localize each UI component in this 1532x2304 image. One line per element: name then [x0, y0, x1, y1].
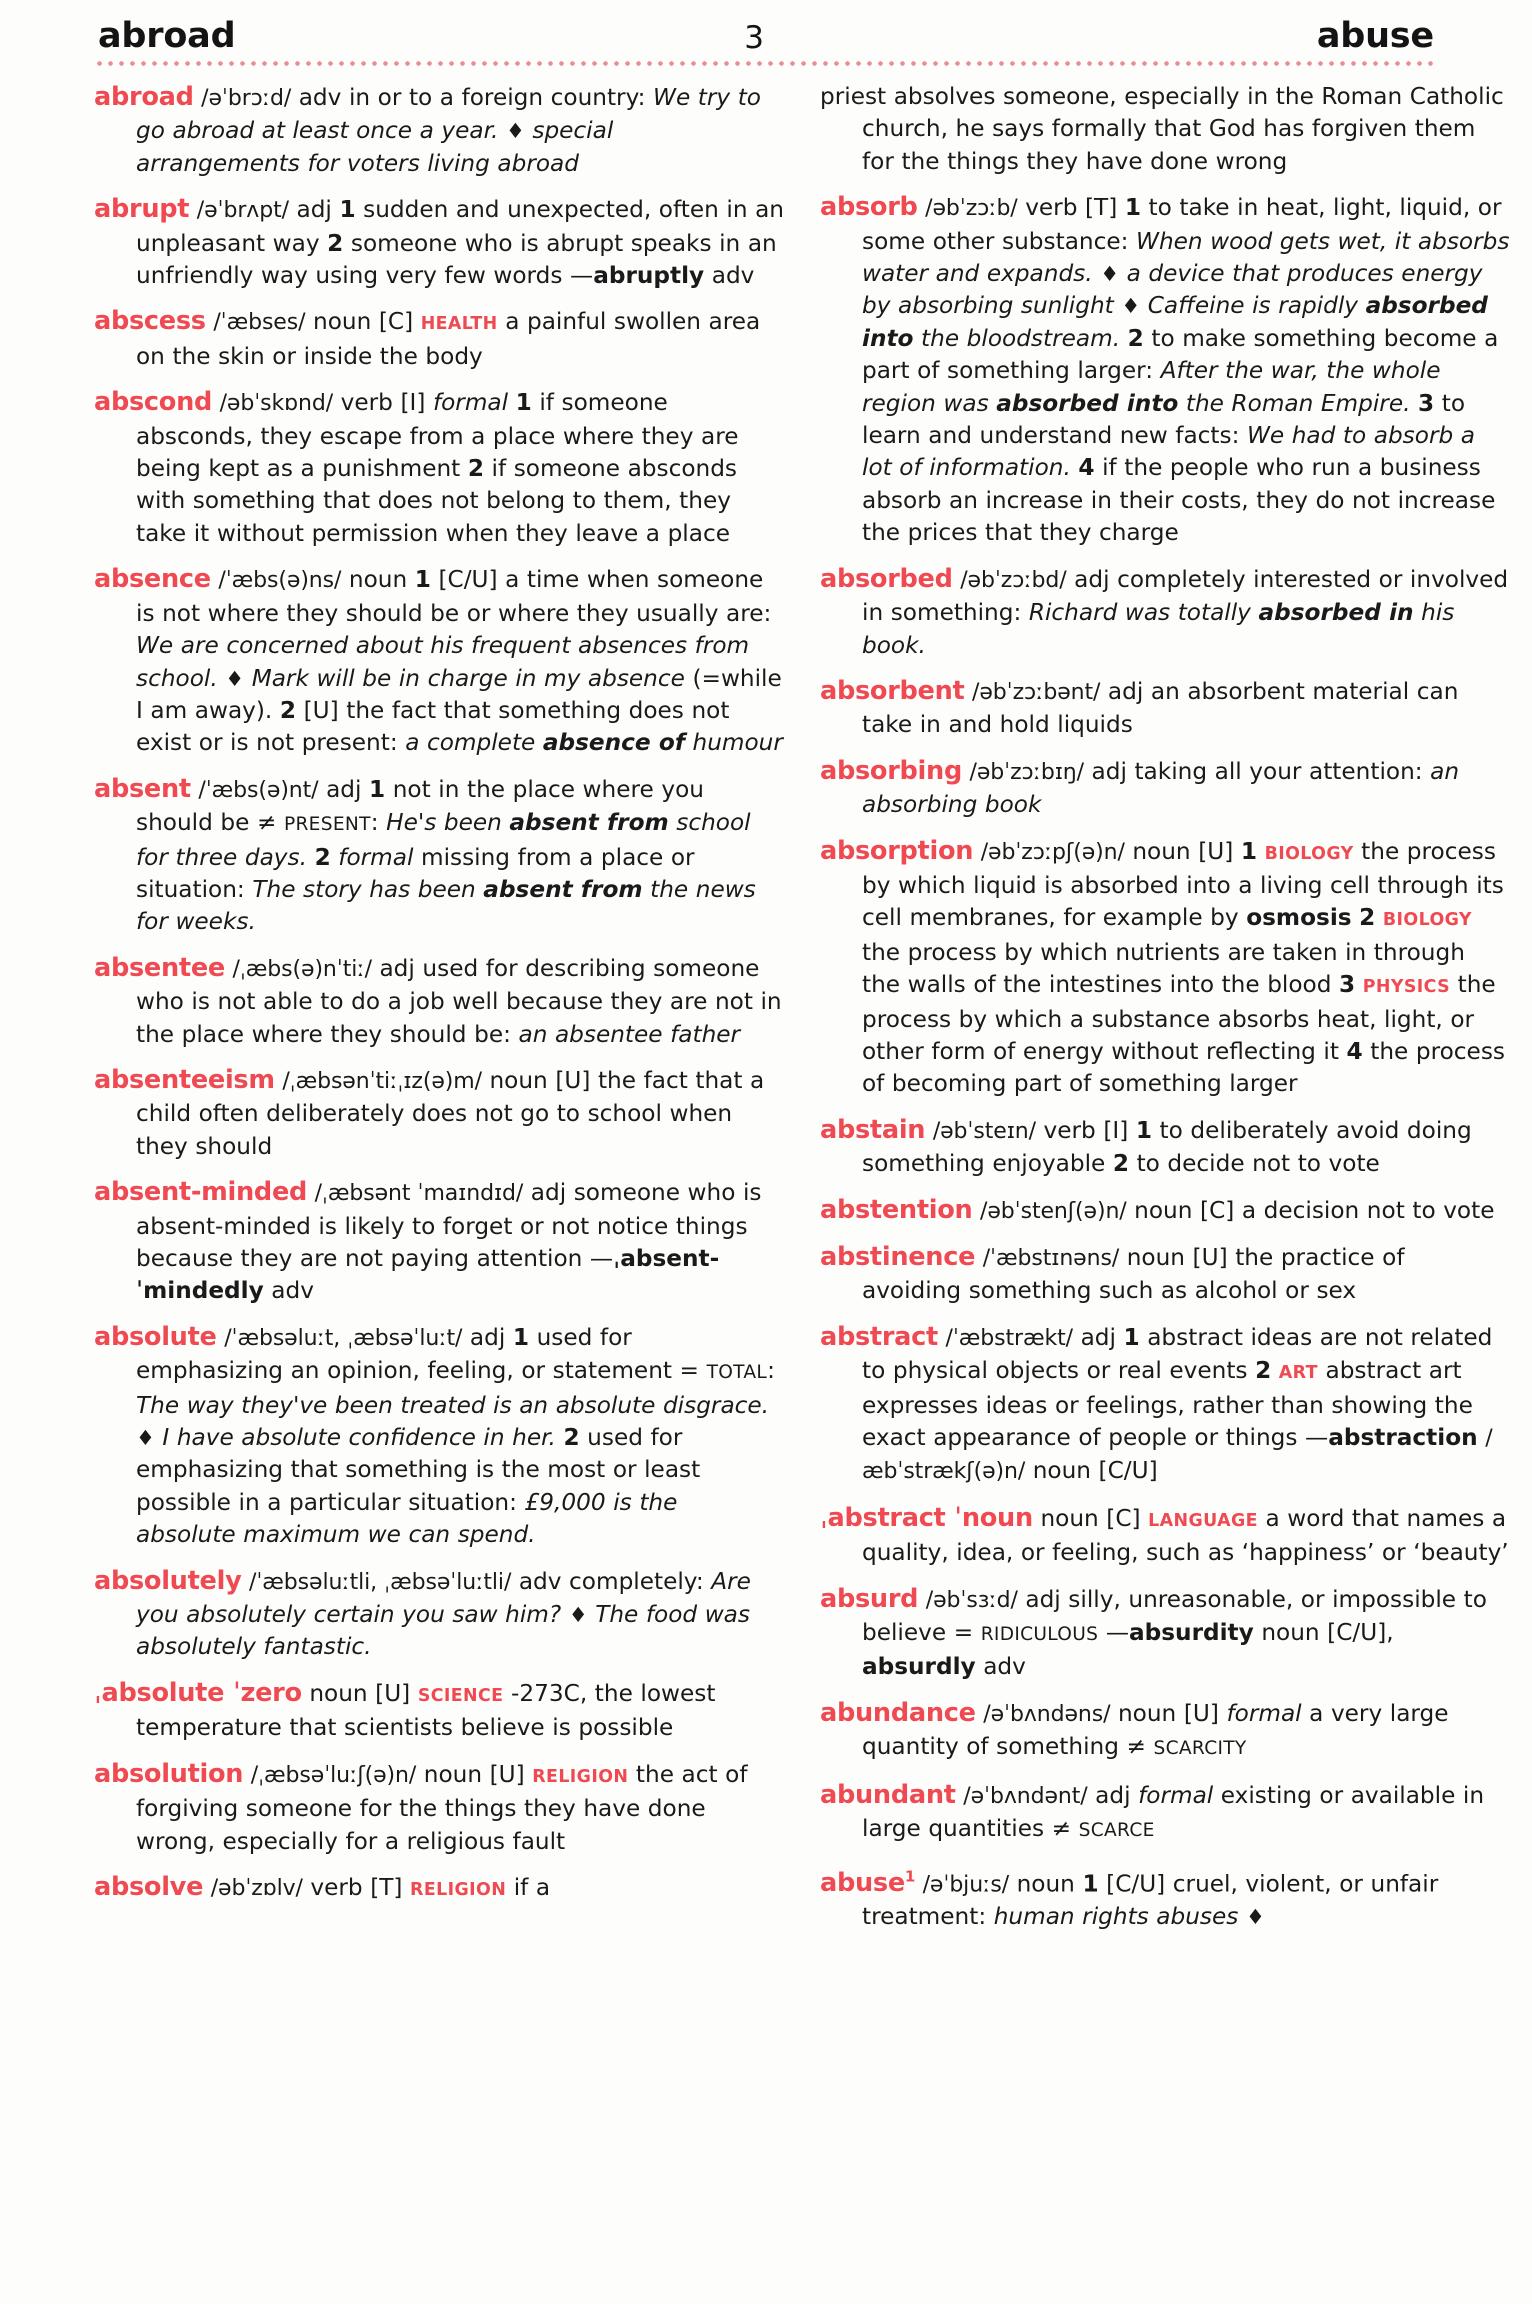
- running-header: [46, 0, 1486, 54]
- dictionary-entry: absorption /əbˈzɔːpʃ(ə)n/ noun [U] 1 BIOLOGY the process by which liquid is absorbed into a living cell through its cell membranes, for example by osmosis 2 BIOLOGY the process by which nutrients are taken in through the walls of the intestines into the blood 3 PHYSICS the process by which a substance absorbs heat, light, or other form of energy without reflecting it 4 the process of becoming part of something larger: [820, 835, 1505, 1098]
- dictionary-entry: absorb /əbˈzɔːb/ verb [T] 1 to take in heat, light, liquid, or some other substance: When wood gets wet, it absorbs water and expands. ♦ a device that produces energy by absorbing sunlight ♦ Caffeine is rapidly absorbed into the bloodstream. 2 to make something become a part of something larger: After the war, the whole region was absorbed into the Roman Empire. 3 to learn and understand new facts: We had to absorb a lot of information. 4 if the people who run a business absorb an increase in their costs, they do not increase the prices that they charge: [820, 192, 1510, 547]
- headword: absent-minded: [94, 1177, 308, 1208]
- diamond-icon: ♦: [568, 1603, 588, 1628]
- sense-number: 4: [1078, 454, 1095, 482]
- dictionary-entry: abuse$^1$ /əˈbjuːs/ noun 1 [C/U] cruel, violent, or unfair treatment: human rights abuses ♦: [820, 1867, 1439, 1931]
- dictionary-entry: abstract /ˈæbstrækt/ adj 1 abstract ideas are not related to physical objects or real events 2 ART abstract art expresses ideas or feelings, rather than showing the exact appearance of people or things —abstraction /æbˈstrækʃ(ə)n/ noun [C/U]: [820, 1321, 1493, 1485]
- pronunciation: /ˈæbsəluːtli, ˌæbsəˈluːtli/: [249, 1569, 512, 1595]
- subject-label: BIOLOGY: [1264, 843, 1354, 864]
- headword: absurd: [820, 1583, 919, 1614]
- dictionary-entry: abundance /əˈbʌndəns/ noun [U] formal a very large quantity of something ≠ SCARCITY: [820, 1697, 1449, 1761]
- dictionary-entry: priest absolves someone, especially in the Roman Catholic church, he says formally that God has forgiven them for the things they have done wrong: [820, 83, 1504, 175]
- pronunciation: /əbˈzɔːbənt/: [972, 679, 1101, 705]
- subject-label: RELIGION: [410, 1879, 507, 1900]
- left-column: [94, 81, 784, 1947]
- sense-number: 1: [1082, 1870, 1099, 1898]
- headword: abstain: [820, 1114, 926, 1145]
- sense-number: 2: [1255, 1357, 1272, 1385]
- headword: absorbent: [820, 675, 965, 706]
- pronunciation: /əbˈzɔːpʃ(ə)n/: [980, 839, 1125, 865]
- dictionary-entry: abstain /əbˈsteɪn/ verb [I] 1 to deliberately avoid doing something enjoyable 2 to decide not to vote: [820, 1114, 1472, 1178]
- dictionary-entry: absurd /əbˈsɜːd/ adj silly, unreasonable, or impossible to believe = RIDICULOUS —absurdity noun [C/U], absurdly adv: [820, 1583, 1487, 1681]
- diamond-icon: ♦: [225, 666, 245, 691]
- headword: absorb: [820, 192, 918, 223]
- sense-number: 1: [512, 1323, 530, 1351]
- cross-reference: PRESENT: [283, 814, 371, 836]
- pronunciation: /əbˈzɔːbd/: [960, 567, 1067, 593]
- diamond-icon: ♦: [505, 119, 525, 144]
- diamond-icon: ♦: [1121, 294, 1141, 319]
- headword: abroad: [94, 82, 194, 112]
- dictionary-entry: abscond /əbˈskɒnd/ verb [I] formal 1 if someone absconds, they escape from a place where they are being kept as a punishment 2 if someone absconds with something that does not belong to them, they take it without permission when they leave a place: [94, 387, 739, 547]
- right-column: [820, 81, 1510, 1947]
- running-header-left-word: abroad: [98, 16, 236, 56]
- subject-label: SCIENCE: [417, 1685, 504, 1706]
- header-dotted-rule: [94, 60, 1438, 67]
- diamond-icon: ♦: [1100, 262, 1120, 287]
- headword: abstinence: [820, 1242, 976, 1272]
- sense-number: 2: [1127, 324, 1144, 352]
- pronunciation: /ˈæbs(ə)nt/: [198, 777, 319, 803]
- entry-columns: [46, 67, 1510, 1947]
- headword: absorption: [820, 835, 974, 866]
- pronunciation: /əbˈskɒnd/: [219, 391, 334, 417]
- pronunciation: /ˈæbstrækt/: [945, 1325, 1073, 1351]
- dictionary-entry: absent-minded /ˌæbsənt ˈmaɪndɪd/ adj someone who is absent-minded is likely to forget or not notice things because they are not paying attention —ˌabsent-ˈmindedly adv: [94, 1177, 762, 1305]
- sense-number: 2: [467, 455, 484, 483]
- headword: absorbing: [820, 755, 962, 786]
- sense-number: 1: [339, 196, 356, 224]
- diamond-icon: ♦: [1245, 1905, 1265, 1930]
- dictionary-entry: abstinence /ˈæbstɪnəns/ noun [U] the practice of avoiding something such as alcohol or sex: [820, 1242, 1405, 1305]
- pronunciation: /ˈæbs(ə)ns/: [218, 568, 342, 594]
- pronunciation: /ˈæbsəluːt, ˌæbsəˈluːt/: [224, 1325, 463, 1351]
- sense-number: 2: [563, 1424, 580, 1452]
- sense-number: 1: [1123, 1323, 1140, 1351]
- dictionary-entry: abstention /əbˈstenʃ(ə)n/ noun [C] a decision not to vote: [820, 1194, 1495, 1225]
- dictionary-entry: absolute /ˈæbsəluːt, ˌæbsəˈluːt/ adj 1 used for emphasizing an opinion, feeling, or statement = TOTAL: The way they've been treated is an absolute disgrace. ♦ I have absolute confidence in her. 2 used for emphasizing that something is the most or least possible in a particular situation: £9,000 is the absolute maximum we can spend.: [94, 1321, 775, 1549]
- subject-label: PHYSICS: [1362, 977, 1451, 998]
- sense-number: 1: [1135, 1116, 1152, 1144]
- subject-label: ART: [1278, 1363, 1318, 1384]
- dictionary-entry: abundant /əˈbʌndənt/ adj formal existing or available in large quantities ≠ SCARCE: [820, 1779, 1485, 1843]
- headword: absent: [94, 773, 191, 804]
- sense-number: 1: [1240, 837, 1257, 865]
- sense-number: 1: [414, 566, 431, 594]
- subject-label: HEALTH: [420, 314, 498, 335]
- headword: abscess: [94, 306, 206, 337]
- dictionary-entry: absence /ˈæbs(ə)ns/ noun 1 [C/U] a time when someone is not where they should be or where they usually are: We are concerned about his frequent absences from school. ♦ Mark will be in charge in my absence (=while I am away). 2 [U] the fact that something does not exist or is not present: a complete absence of humour: [94, 564, 783, 757]
- sense-number: 2: [327, 229, 344, 257]
- headword: absolve: [94, 1871, 204, 1902]
- dictionary-entry: abrupt /əˈbrʌpt/ adj 1 sudden and unexpected, often in an unpleasant way 2 someone who is abrupt speaks in an unfriendly way using very few words —abruptly adv: [94, 194, 784, 290]
- pronunciation: /ˈæbstɪnəns/: [982, 1246, 1120, 1271]
- dictionary-entry: absorbed /əbˈzɔːbd/ adj completely interested or involved in something: Richard was totally absorbed in his book.: [820, 563, 1509, 659]
- sense-number: 2: [1359, 904, 1376, 932]
- pronunciation: /əbˈzɔːb/: [925, 196, 1018, 222]
- headword: abuse$^1$: [820, 1867, 916, 1899]
- sense-number: 1: [1124, 194, 1141, 222]
- pronunciation: /ˌæbs(ə)nˈtiː/: [232, 956, 372, 982]
- headword: absenteeism: [94, 1064, 275, 1095]
- pronunciation: /əˈbʌndənt/: [963, 1783, 1088, 1809]
- cross-reference: SCARCE: [1078, 1820, 1155, 1842]
- headword: abstention: [820, 1194, 973, 1225]
- dictionary-entry: ˌabstract ˈnoun noun [C] LANGUAGE a word that names a quality, idea, or feeling, such as ‘happiness’ or ‘beauty’: [820, 1502, 1509, 1567]
- sense-number: 1: [515, 389, 532, 417]
- dictionary-entry: absent /ˈæbs(ə)nt/ adj 1 not in the place where you should be ≠ PRESENT: He's been absent from school for three days. 2 formal missing from a place or situation: The story has been absent from the news for weeks.: [94, 773, 756, 936]
- pronunciation: /əbˈsɜːd/: [925, 1587, 1018, 1613]
- pronunciation: /əˈbrʌpt/: [196, 198, 289, 224]
- running-header-right-word: abuse: [1316, 16, 1434, 56]
- headword: absolution: [94, 1758, 244, 1789]
- dictionary-entry: abscess /ˈæbses/ noun [C] HEALTH a painful swollen area on the skin or inside the body: [94, 306, 761, 370]
- dictionary-entry: absentee /ˌæbs(ə)nˈtiː/ adj used for describing someone who is not able to do a job well because they are not in the place where they should be: an absentee father: [94, 952, 782, 1048]
- headword: abundance: [820, 1697, 976, 1728]
- sense-number: 1: [369, 775, 386, 803]
- sense-number: 3: [1418, 389, 1435, 417]
- pronunciation: /æbˈstrækʃ(ə)n/: [862, 1426, 1493, 1485]
- sense-number: 2: [314, 843, 331, 871]
- cross-reference: TOTAL: [706, 1362, 768, 1384]
- pronunciation: /əbˈzɒlv/: [210, 1875, 303, 1901]
- headword: abrupt: [94, 194, 190, 225]
- dictionary-entry: abroad /əˈbrɔːd/ adv in or to a foreign country: We try to go abroad at least once a year. ♦ special arrangements for voters living abroad: [94, 82, 761, 177]
- subject-label: RELIGION: [532, 1766, 629, 1787]
- headword: absorbed: [820, 563, 953, 594]
- dictionary-entry: absorbing /əbˈzɔːbɪŋ/ adj taking all your attention: an absorbing book: [820, 755, 1460, 819]
- headword: abstract: [820, 1321, 938, 1352]
- pronunciation: /əbˈzɔːbɪŋ/: [969, 759, 1084, 785]
- cross-reference: SCARCITY: [1153, 1738, 1247, 1760]
- dictionary-entry: absolution /ˌæbsəˈluːʃ(ə)n/ noun [U] RELIGION the act of forgiving someone for the things they have done wrong, especially for a religious fault: [94, 1758, 748, 1855]
- headword: absentee: [94, 952, 225, 983]
- subject-label: LANGUAGE: [1148, 1510, 1258, 1531]
- dictionary-entry: ˌabsolute ˈzero noun [U] SCIENCE -273C, the lowest temperature that scientists believe is possible: [94, 1677, 716, 1742]
- diamond-icon: ♦: [136, 1426, 155, 1451]
- page-number: 3: [744, 20, 764, 56]
- subject-label: BIOLOGY: [1382, 910, 1472, 931]
- pronunciation: /əbˈsteɪn/: [932, 1118, 1036, 1144]
- pronunciation: /əˈbrɔːd/: [201, 86, 292, 111]
- dictionary-entry: absorbent /əbˈzɔːbənt/ adj an absorbent material can take in and hold liquids: [820, 675, 1459, 739]
- pronunciation: /ˈæbses/: [213, 310, 306, 336]
- headword: absence: [94, 564, 211, 595]
- pronunciation: /əˈbʌndəns/: [983, 1701, 1111, 1727]
- sense-number: 2: [279, 696, 297, 724]
- dictionary-entry: absolutely /ˈæbsəluːtli, ˌæbsəˈluːtli/ adv completely: Are you absolutely certain you saw him? ♦ The food was absolutely fantastic.: [94, 1565, 751, 1661]
- pronunciation: /ˌæbsəˈluːʃ(ə)n/: [250, 1762, 417, 1788]
- pronunciation: /əbˈstenʃ(ə)n/: [980, 1198, 1127, 1224]
- sense-number: 2: [1112, 1150, 1129, 1178]
- dictionary-entry: absolve /əbˈzɒlv/ verb [T] RELIGION if a: [94, 1871, 551, 1902]
- cross-reference: RIDICULOUS: [980, 1624, 1099, 1646]
- headword: absolutely: [94, 1565, 242, 1596]
- headword: abscond: [94, 387, 213, 418]
- headword: absolute: [94, 1321, 217, 1352]
- pronunciation: /ˌæbsənt ˈmaɪndɪd/: [314, 1181, 524, 1207]
- headword: ˌabsolute ˈzero: [94, 1677, 302, 1708]
- sense-number: 4: [1346, 1037, 1363, 1065]
- pronunciation: /ˌæbsənˈtiːˌɪz(ə)m/: [282, 1068, 482, 1094]
- dictionary-entry: absenteeism /ˌæbsənˈtiːˌɪz(ə)m/ noun [U] the fact that a child often deliberately does not go to school when they should: [94, 1064, 765, 1160]
- sense-number: 3: [1339, 971, 1356, 999]
- headword: abundant: [820, 1779, 956, 1810]
- headword: ˌabstract ˈnoun: [820, 1502, 1033, 1533]
- pronunciation: /əˈbjuːs/: [922, 1872, 1010, 1898]
